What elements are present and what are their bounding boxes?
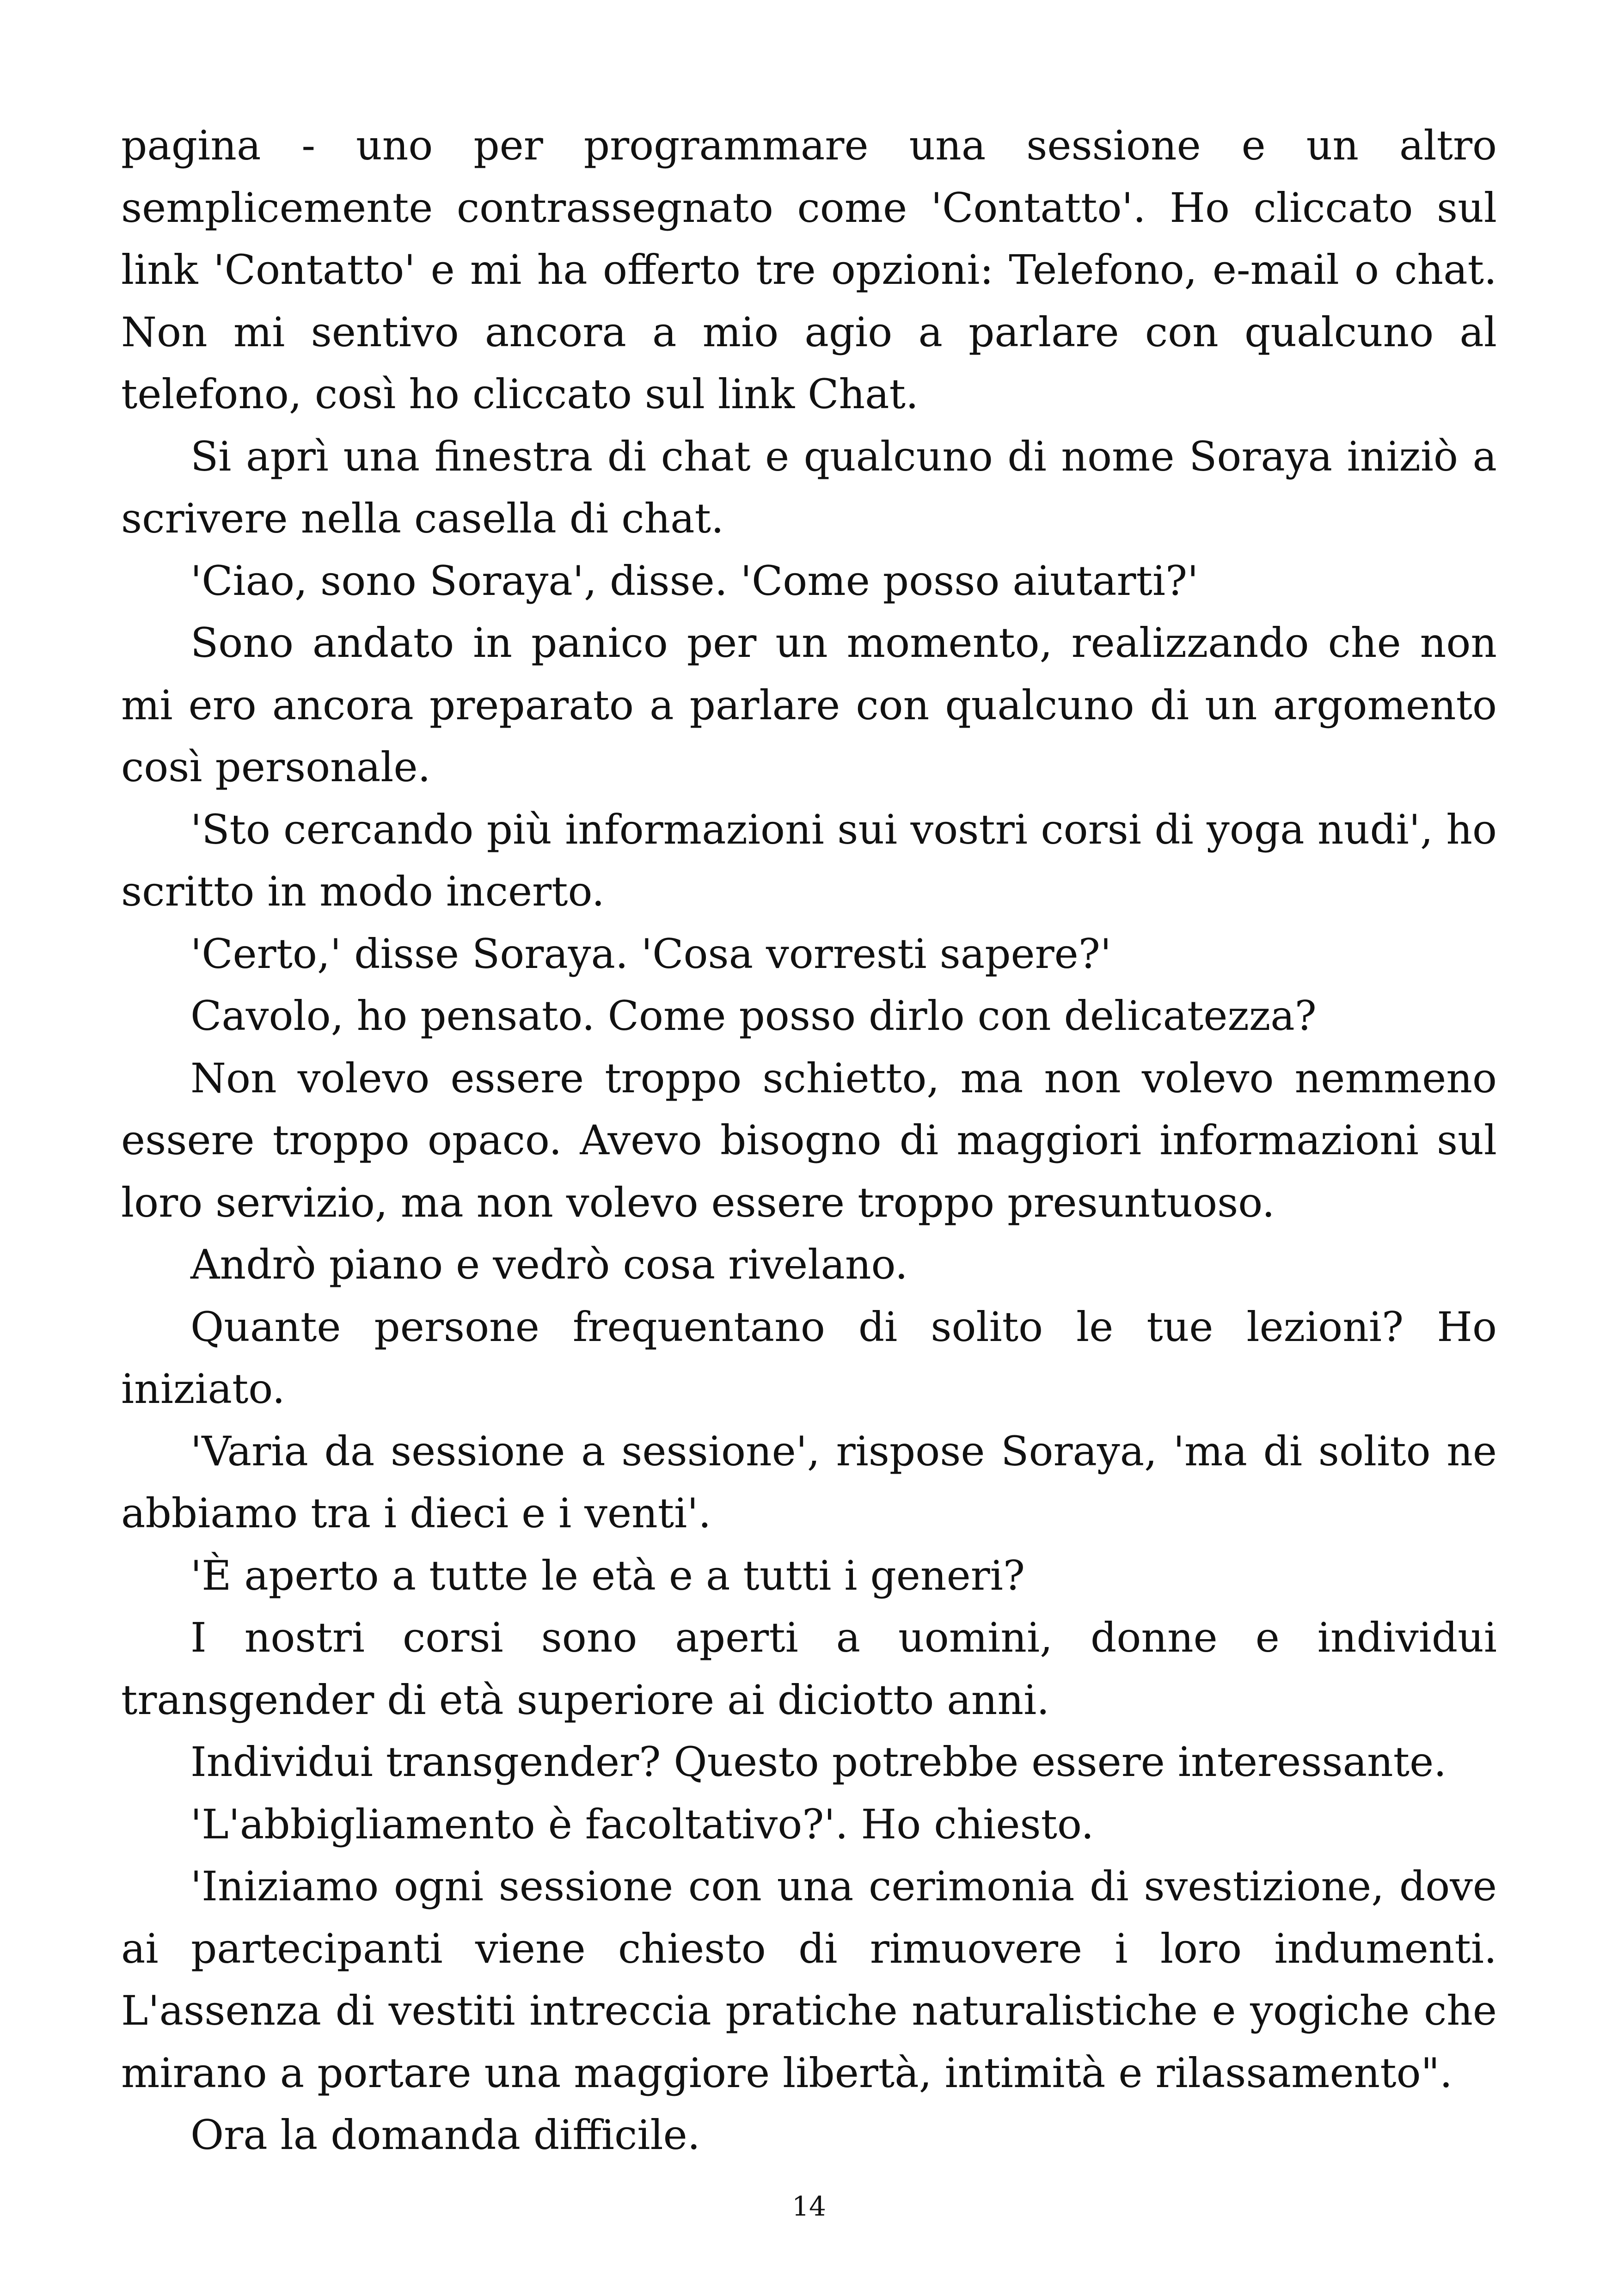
paragraph-3: 'Ciao, sono Soraya', disse. 'Come posso aiutarti?' bbox=[190, 557, 1199, 605]
paragraph-11: 'Varia da sessione a sessione', rispose Soraya, 'ma di solito ne abbiamo tra i dieci e i venti'. bbox=[121, 1427, 1497, 1537]
paragraph-8: Non volevo essere troppo schietto, ma non volevo nemmeno essere troppo opaco. Avevo bisogno di maggiori informazioni sul loro servizio, ma non volevo essere troppo presuntuoso. bbox=[121, 1054, 1497, 1226]
paragraph-9: Andrò piano e vedrò cosa rivelano. bbox=[190, 1241, 908, 1288]
paragraph-2: Si aprì una finestra di chat e qualcuno di nome Soraya iniziò a scrivere nella casella di chat. bbox=[121, 432, 1497, 542]
paragraph-13: I nostri corsi sono aperti a uomini, donne e individui transgender di età superiore ai diciotto anni. bbox=[121, 1614, 1497, 1724]
paragraph-7: Cavolo, ho pensato. Come posso dirlo con delicatezza? bbox=[190, 992, 1317, 1040]
paragraph-10: Quante persone frequentano di solito le tue lezioni? Ho iniziato. bbox=[121, 1303, 1497, 1413]
paragraph-17: Ora la domanda difficile. bbox=[190, 2111, 700, 2159]
paragraph-12: 'È aperto a tutte le età e a tutti i generi? bbox=[190, 1551, 1025, 1599]
paragraph-4: Sono andato in panico per un momento, realizzando che non mi ero ancora preparato a parlare con qualcuno di un argomento così personale. bbox=[121, 619, 1497, 791]
paragraph-6: 'Certo,' disse Soraya. 'Cosa vorresti sapere?' bbox=[190, 930, 1112, 978]
page-number: 14 bbox=[792, 2191, 826, 2222]
paragraph-5: 'Sto cercando più informazioni sui vostri corsi di yoga nudi', ho scritto in modo incerto. bbox=[121, 805, 1497, 915]
paragraph-14: Individui transgender? Questo potrebbe essere interessante. bbox=[190, 1738, 1447, 1786]
page-body bbox=[121, 115, 1497, 2167]
paragraph-1: pagina - uno per programmare una sessione e un altro semplicemente contrassegnato come 'Contatto'. Ho cliccato sul link 'Contatto' e mi ha offerto tre opzioni: Telefono, e-mail o chat. Non mi sentivo ancora a mio agio a parlare con qualcuno al telefono, così ho cliccato sul link Chat. bbox=[121, 122, 1497, 418]
paragraph-16: 'Iniziamo ogni sessione con una cerimonia di svestizione, dove ai partecipanti viene chiesto di rimuovere i loro indumenti. L'assenza di vestiti intreccia pratiche naturalistiche e yogiche che mirano a portare una maggiore libertà, intimità e rilassamento". bbox=[121, 1862, 1497, 2097]
paragraph-15: 'L'abbigliamento è facoltativo?'. Ho chiesto. bbox=[190, 1800, 1094, 1848]
